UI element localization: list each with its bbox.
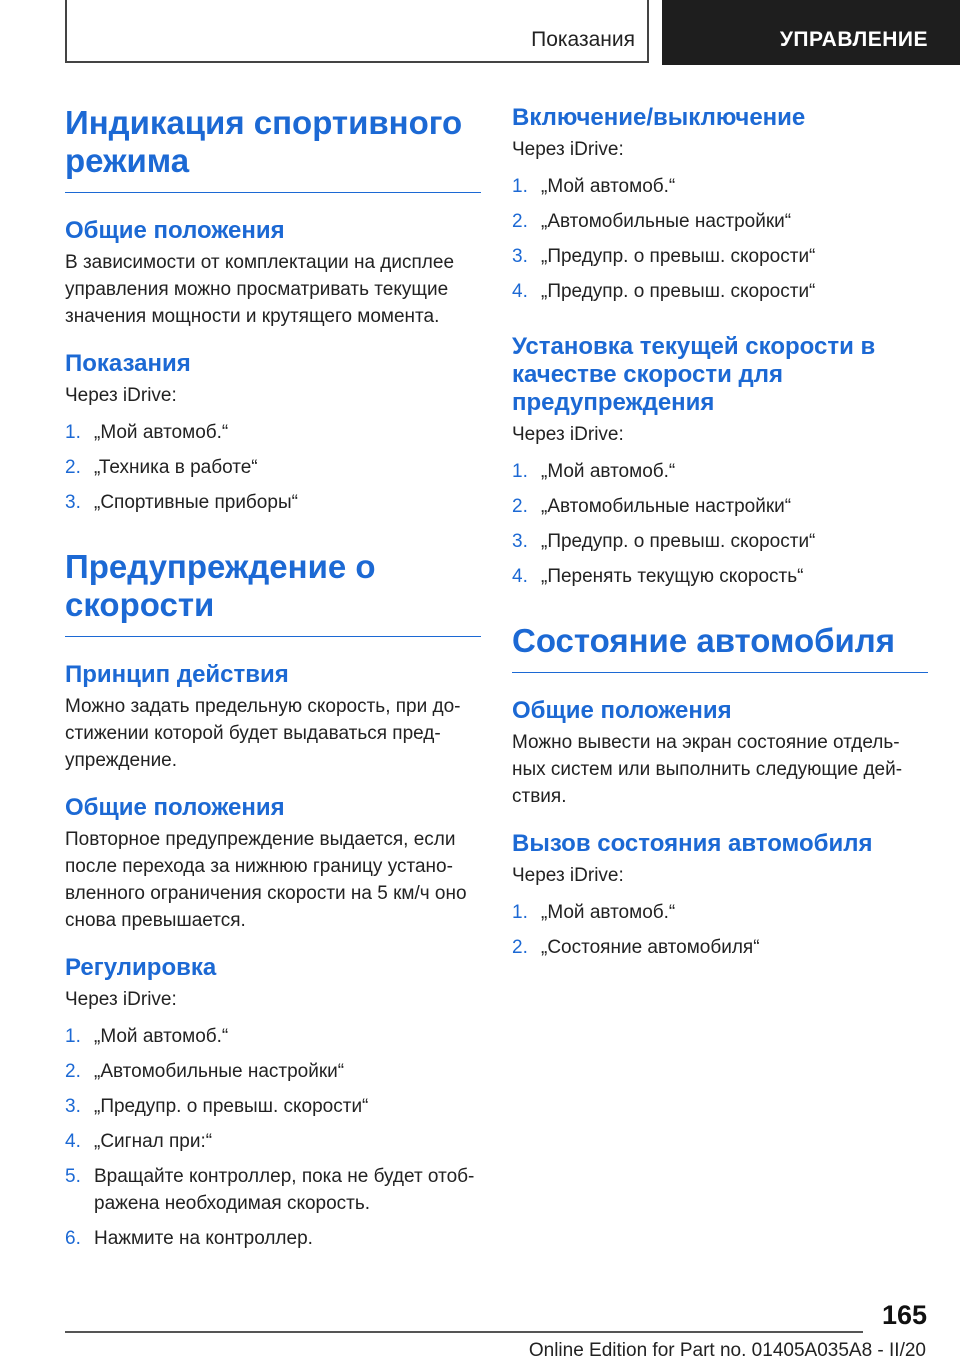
list-item: 1. „Мой автомоб.“: [512, 902, 676, 923]
steps-list: [65, 1023, 481, 1252]
steps-list: [512, 458, 928, 590]
steps-list: [65, 419, 481, 516]
heading-speed-warning: Предупреждение о скорости: [65, 548, 481, 637]
list-item: 1. „Мой автомоб.“: [512, 176, 676, 197]
heading-sport-display: Индикация спортивного режима: [65, 104, 481, 193]
heading-general: Общие положения: [65, 794, 285, 821]
list-item: 2. „Техника в работе“: [65, 457, 258, 478]
heading-call-status: Вызов состояния автомобиля: [512, 830, 873, 857]
header-section-label: УПРАВЛЕНИЕ: [779, 28, 928, 51]
list-item: 3. „Предупр. о превыш. скорости“: [512, 531, 816, 552]
list-item: 3. „Предупр. о превыш. скорости“: [512, 246, 816, 267]
list-item: 2. „Автомобильные настройки“: [512, 211, 792, 232]
list-item: 5. Вращайте контроллер, пока не будет отоб-ражена необходимая скорость.: [65, 1166, 475, 1214]
list-item: 2. „Автомобильные настройки“: [65, 1061, 345, 1082]
heading-on-off: Включение/выключение: [512, 104, 806, 131]
list-item: 4. „Сигнал при:“: [65, 1131, 213, 1152]
intro-text: Через iDrive:: [65, 385, 177, 406]
list-item: 3. „Предупр. о превыш. скорости“: [65, 1096, 369, 1117]
heading-set-current-speed: Установка текущей скорости в качестве скорости для предупреждения: [512, 333, 876, 416]
intro-text: Через iDrive:: [512, 139, 624, 160]
heading-general: Общие положения: [512, 697, 732, 724]
intro-text: Через iDrive:: [65, 989, 177, 1010]
paragraph-general: Повторное предупреждение выдается, если после перехода за нижнюю границу устано-вленного ограничения скорости на 5 км/ч оно снова превышается.: [65, 829, 467, 931]
footer-edition: Online Edition for Part no. 01405A035A8 - II/20: [528, 1340, 926, 1361]
page-number: 165: [881, 1300, 927, 1330]
list-item: 3. „Спортивные приборы“: [65, 492, 298, 513]
heading-principle: Принцип действия: [65, 661, 289, 688]
list-item: 1. „Мой автомоб.“: [65, 422, 229, 443]
heading-vehicle-status: Состояние автомобиля: [512, 622, 928, 673]
paragraph-principle: Можно задать предельную скорость, при до-стижении которой будет выдаваться пред-упреждение.: [65, 696, 461, 771]
list-item: 4. „Перенять текущую скорость“: [512, 566, 804, 587]
list-item: 1. „Мой автомоб.“: [512, 461, 676, 482]
page-header: [0, 0, 960, 66]
list-item: 1. „Мой автомоб.“: [65, 1026, 229, 1047]
paragraph-general: Можно вывести на экран состояние отдель-ных систем или выполнить следующие дей-ствия.: [512, 732, 903, 807]
list-item: 6. Нажмите на контроллер.: [65, 1228, 313, 1249]
list-item: 2. „Автомобильные настройки“: [512, 496, 792, 517]
left-column: [65, 104, 481, 1260]
heading-readings: Показания: [65, 350, 191, 377]
paragraph-general: В зависимости от комплектации на дисплее управления можно просматривать текущие значения мощности и крутящего момента.: [65, 252, 455, 327]
footer-divider: [65, 1331, 863, 1333]
right-column: [512, 104, 928, 969]
heading-general: Общие положения: [65, 217, 285, 244]
header-section-tab: [662, 0, 960, 65]
header-chapter-tab: [65, 0, 649, 63]
intro-text: Через iDrive:: [512, 865, 624, 886]
heading-adjustment: Регулировка: [65, 954, 217, 981]
header-chapter-label: Показания: [531, 28, 635, 51]
steps-list: [512, 173, 928, 305]
steps-list: [512, 899, 928, 961]
list-item: 4. „Предупр. о превыш. скорости“: [512, 281, 816, 302]
intro-text: Через iDrive:: [512, 424, 624, 445]
list-item: 2. „Состояние автомобиля“: [512, 937, 760, 958]
